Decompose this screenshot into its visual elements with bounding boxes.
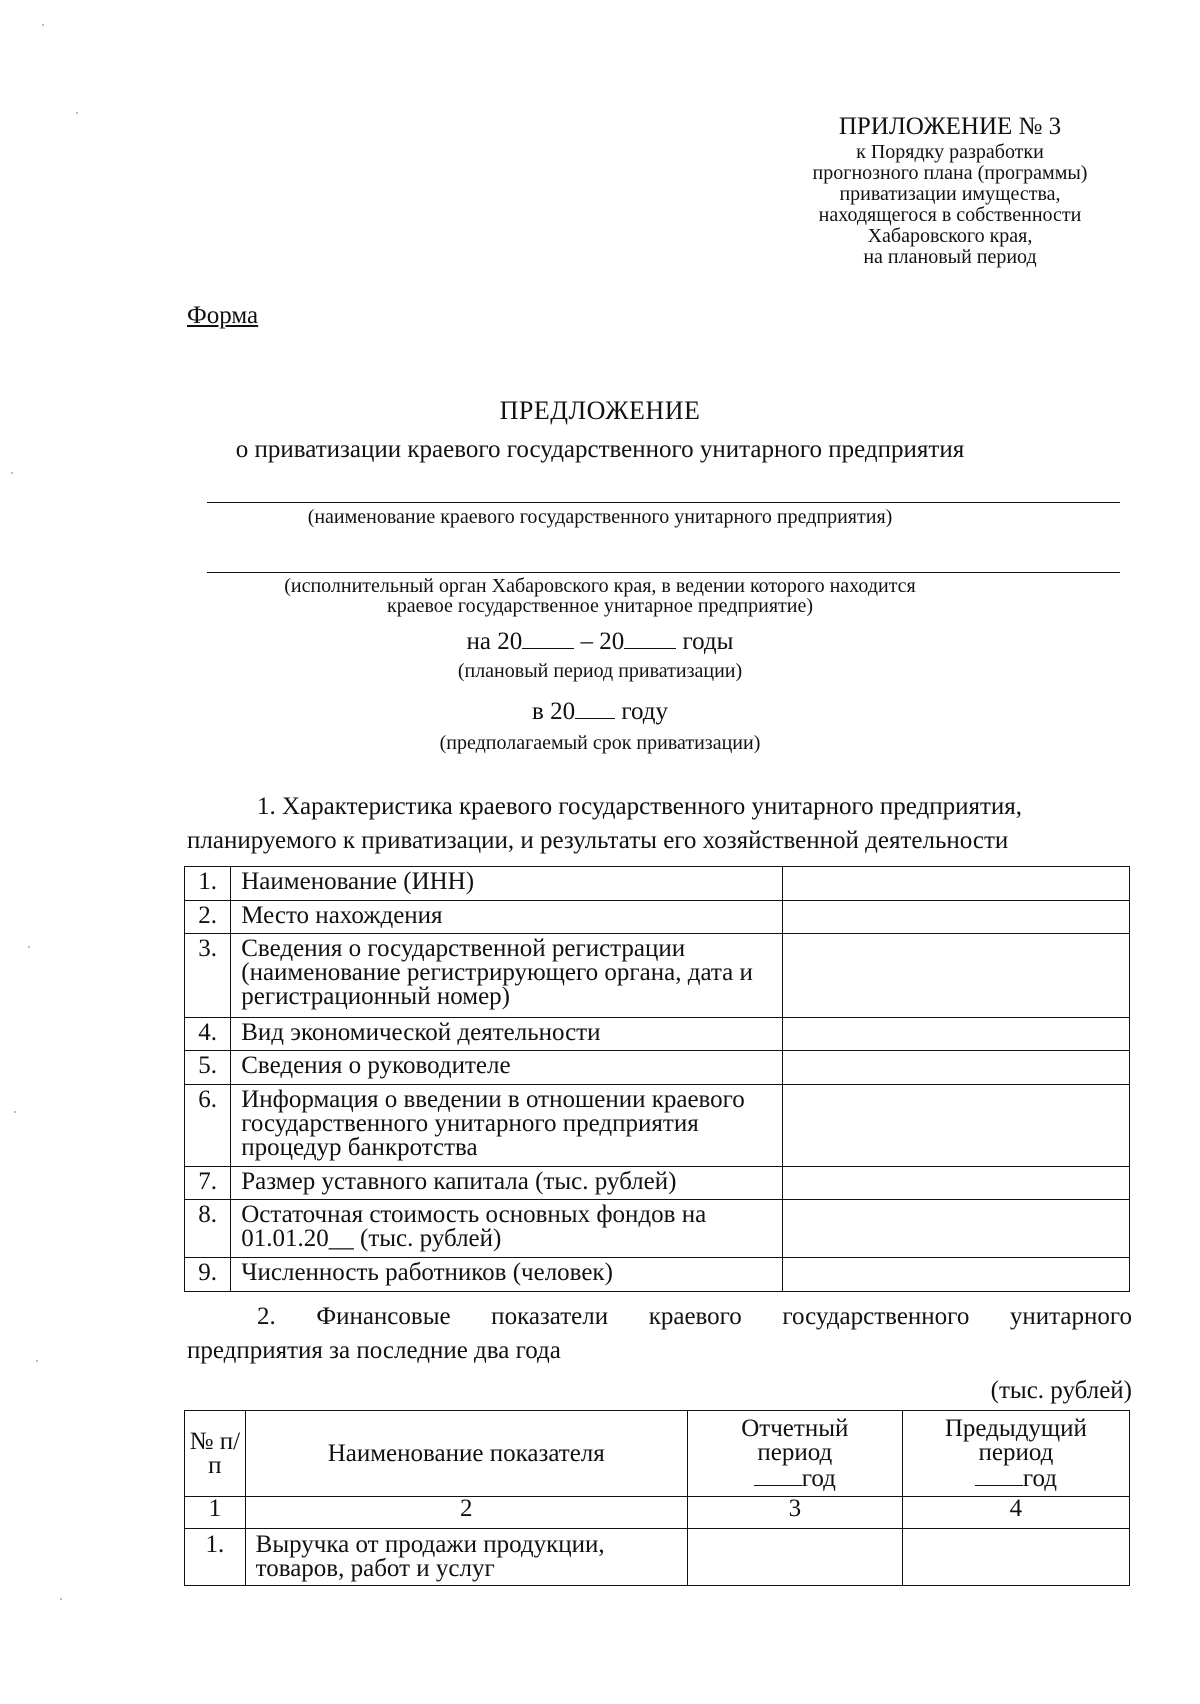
header-reporting-line3	[688, 1465, 902, 1491]
row-number: 6.	[185, 1085, 231, 1167]
table-row	[185, 1167, 1130, 1200]
table-row	[185, 1200, 1130, 1258]
appendix-line: Хабаровского края,	[867, 225, 1033, 247]
row-label: Наименование (ИНН)	[231, 867, 782, 901]
row-value-cell[interactable]	[782, 867, 1129, 901]
table-row	[185, 1258, 1130, 1292]
section2-heading	[187, 1300, 1132, 1368]
table-row	[185, 934, 1130, 1018]
reporting-year-label: год	[801, 1464, 836, 1492]
row-label: Выручка от продажи продукции, товаров, работ и услуг	[245, 1529, 687, 1586]
period-end-blank	[624, 628, 676, 649]
header-reporting-line2: период	[757, 1438, 833, 1466]
column-number: 2	[245, 1497, 687, 1529]
row-number: 9.	[185, 1258, 231, 1292]
header-previous-line3	[903, 1465, 1129, 1491]
table-row	[185, 901, 1130, 934]
row-value-cell[interactable]	[782, 1018, 1129, 1051]
reporting-year-blank	[754, 1465, 802, 1486]
planning-period	[0, 628, 1200, 656]
period-dash: – 20	[580, 628, 625, 655]
appendix-title: ПРИЛОЖЕНИЕ № 3	[838, 113, 1062, 140]
row-number: 1.	[185, 867, 231, 901]
row-value-cell[interactable]	[782, 1258, 1129, 1292]
column-number: 1	[185, 1497, 246, 1529]
row-label: Численность работников (человек)	[231, 1258, 782, 1292]
scan-speckle	[76, 112, 78, 114]
header-number: № п/п	[185, 1411, 246, 1497]
previous-value-cell[interactable]	[902, 1529, 1129, 1586]
header-previous-line1: Предыдущий	[944, 1414, 1087, 1442]
row-number: 4.	[185, 1018, 231, 1051]
executive-body-hint-2: краевое государственное унитарное предприятие)	[386, 595, 814, 617]
period-suffix: годы	[682, 628, 734, 655]
row-label: Остаточная стоимость основных фондов на 01.01.20__ (тыс. рублей)	[231, 1200, 782, 1258]
header-reporting-period	[687, 1411, 902, 1497]
row-label: Сведения о государственной регистрации (наименование регистрирующего органа, дата и регистрационный номер)	[231, 934, 782, 1018]
column-number: 3	[687, 1497, 902, 1529]
header-previous-line2: период	[978, 1438, 1054, 1466]
appendix-line: находящегося в собственности	[818, 204, 1082, 226]
appendix-block	[740, 112, 1160, 268]
section2-heading-line2: предприятия за последние два года	[187, 1337, 561, 1364]
executive-body-line	[207, 572, 1120, 573]
appendix-line: к Порядку разработки	[856, 141, 1044, 163]
form-label: Форма	[187, 302, 259, 329]
table-row	[185, 867, 1130, 901]
row-number: 3.	[185, 934, 231, 1018]
term-hint: (предполагаемый срок приватизации)	[439, 732, 761, 754]
row-number: 2.	[185, 901, 231, 934]
enterprise-name-line	[207, 502, 1120, 503]
header-indicator-name: Наименование показателя	[245, 1411, 687, 1497]
row-number: 7.	[185, 1167, 231, 1200]
header-reporting-line1: Отчетный	[741, 1414, 849, 1442]
row-value-cell[interactable]	[782, 901, 1129, 934]
units-label: (тыс. рублей)	[990, 1377, 1132, 1404]
appendix-line: прогнозного плана (программы)	[812, 162, 1088, 184]
table-row	[185, 1085, 1130, 1167]
scan-speckle	[28, 946, 30, 948]
row-value-cell[interactable]	[782, 1085, 1129, 1167]
header-previous-period	[902, 1411, 1129, 1497]
table-row	[185, 1018, 1130, 1051]
previous-year-blank	[975, 1465, 1023, 1486]
row-number: 8.	[185, 1200, 231, 1258]
column-number: 4	[902, 1497, 1129, 1529]
term-blank	[575, 698, 615, 719]
executive-body-hint-1: (исполнительный орган Хабаровского края, в ведении которого находится	[284, 575, 916, 597]
row-label: Сведения о руководителе	[231, 1051, 782, 1085]
row-number: 1.	[185, 1529, 246, 1586]
scan-speckle	[36, 1360, 38, 1362]
row-value-cell[interactable]	[782, 934, 1129, 1018]
appendix-line: приватизации имущества,	[839, 183, 1061, 205]
table-row	[185, 1051, 1130, 1085]
table-row	[185, 1529, 1130, 1586]
row-value-cell[interactable]	[782, 1051, 1129, 1085]
term-suffix: году	[621, 698, 668, 725]
section2-heading-line1: 2. Финансовые показатели краевого государственного унитарного	[257, 1303, 1132, 1330]
table-header-row	[185, 1411, 1130, 1497]
row-label: Место нахождения	[231, 901, 782, 934]
period-start-blank	[522, 628, 574, 649]
scan-speckle	[42, 24, 44, 26]
section1-heading	[187, 790, 1132, 858]
scan-speckle	[11, 472, 13, 474]
document-title: ПРЕДЛОЖЕНИЕ	[499, 396, 701, 425]
enterprise-characteristics-table	[184, 866, 1130, 1292]
row-value-cell[interactable]	[782, 1167, 1129, 1200]
scan-speckle	[14, 1111, 16, 1113]
term-prefix: в 20	[532, 698, 576, 725]
appendix-line: на плановый период	[863, 246, 1037, 268]
column-numbers-row	[185, 1497, 1130, 1529]
row-value-cell[interactable]	[782, 1200, 1129, 1258]
section1-heading-line2: планируемого к приватизации, и результаты его хозяйственной деятельности	[187, 827, 1009, 854]
privatization-term	[0, 698, 1200, 726]
row-label: Информация о введении в отношении краевого государственного унитарного предприятия процедур банкротства	[231, 1085, 782, 1167]
previous-year-label: год	[1022, 1464, 1057, 1492]
financial-indicators-table	[184, 1410, 1130, 1586]
row-label: Размер уставного капитала (тыс. рублей)	[231, 1167, 782, 1200]
period-hint: (плановый период приватизации)	[457, 660, 743, 682]
scan-speckle	[60, 1598, 62, 1600]
period-prefix: на 20	[466, 628, 523, 655]
enterprise-name-hint: (наименование краевого государственного унитарного предприятия)	[307, 506, 893, 528]
row-number: 5.	[185, 1051, 231, 1085]
document-subtitle: о приватизации краевого государственного унитарного предприятия	[235, 436, 965, 463]
row-label: Вид экономической деятельности	[231, 1018, 782, 1051]
reporting-value-cell[interactable]	[687, 1529, 902, 1586]
section1-heading-line1: 1. Характеристика краевого государственного унитарного предприятия,	[257, 793, 1023, 820]
